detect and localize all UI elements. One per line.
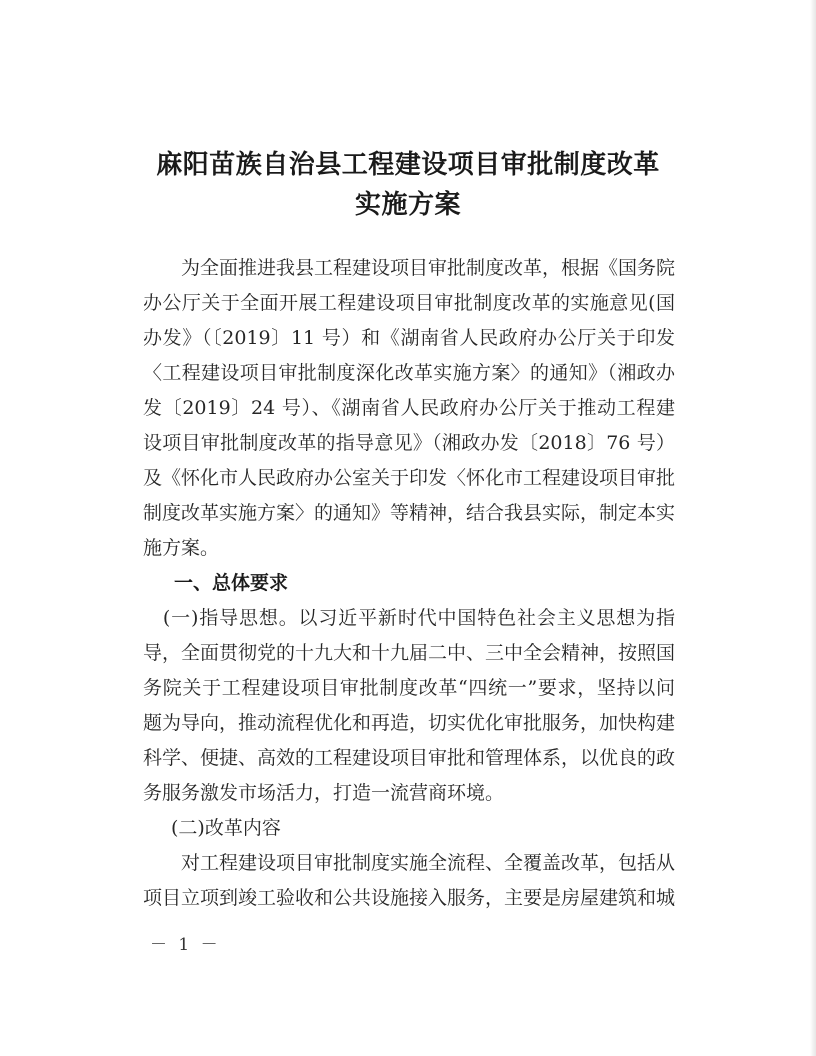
section-heading-general-requirements: 一、总体要求: [174, 572, 289, 594]
page-number: － 1 －: [150, 935, 221, 955]
guiding-paragraph-line: 务院关于工程建设项目审批制度改革“四统一”要求，坚持以问: [143, 677, 675, 699]
intro-paragraph-line: 为全面推进我县工程建设项目审批制度改革，根据《国务院: [143, 257, 676, 279]
intro-paragraph-line: 施方案。: [143, 537, 220, 559]
intro-paragraph-line: 发〔2019〕24 号）、《湖南省人民政府办公厅关于推动工程建: [143, 397, 675, 419]
reform-paragraph-line: 对工程建设项目审批制度实施全流程、全覆盖改革，包括从: [143, 852, 676, 874]
reform-paragraph-line: 项目立项到竣工验收和公共设施接入服务，主要是房屋建筑和城: [143, 887, 676, 909]
intro-paragraph-line: 办发》（〔2019〕11 号）和《湖南省人民政府办公厅关于印发: [143, 327, 675, 349]
document-title-line-1: 麻阳苗族自治县工程建设项目审批制度改革: [156, 150, 660, 180]
subsection-heading-reform-content: (二)改革内容: [171, 817, 281, 839]
guiding-paragraph-line: (一)指导思想。以习近平新时代中国特色社会主义思想为指: [143, 607, 675, 629]
page-edge-shadow: [810, 0, 816, 1056]
guiding-paragraph-line: 务服务激发市场活力，打造一流营商环境。: [143, 782, 505, 804]
intro-paragraph-line: 〈工程建设项目审批制度深化改革实施方案〉的通知》（湘政办: [143, 362, 675, 384]
guiding-paragraph-line: 科学、便捷、高效的工程建设项目审批和管理体系，以优良的政: [143, 747, 676, 769]
guiding-paragraph-line: 题为导向，推动流程优化和再造，切实优化审批服务，加快构建: [143, 712, 676, 734]
guiding-paragraph-line: 导，全面贯彻党的十九大和十九届二中、三中全会精神，按照国: [143, 642, 676, 664]
document-title-line-2: 实施方案: [354, 190, 461, 220]
intro-paragraph-line: 办公厅关于全面开展工程建设项目审批制度改革的实施意见(国: [143, 292, 675, 314]
intro-paragraph-line: 制度改革实施方案〉的通知》等精神，结合我县实际，制定本实: [143, 502, 676, 524]
intro-paragraph-line: 及《怀化市人民政府办公室关于印发〈怀化市工程建设项目审批: [143, 467, 676, 489]
intro-paragraph-line: 设项目审批制度改革的指导意见》（湘政办发〔2018〕76 号）: [143, 432, 675, 454]
